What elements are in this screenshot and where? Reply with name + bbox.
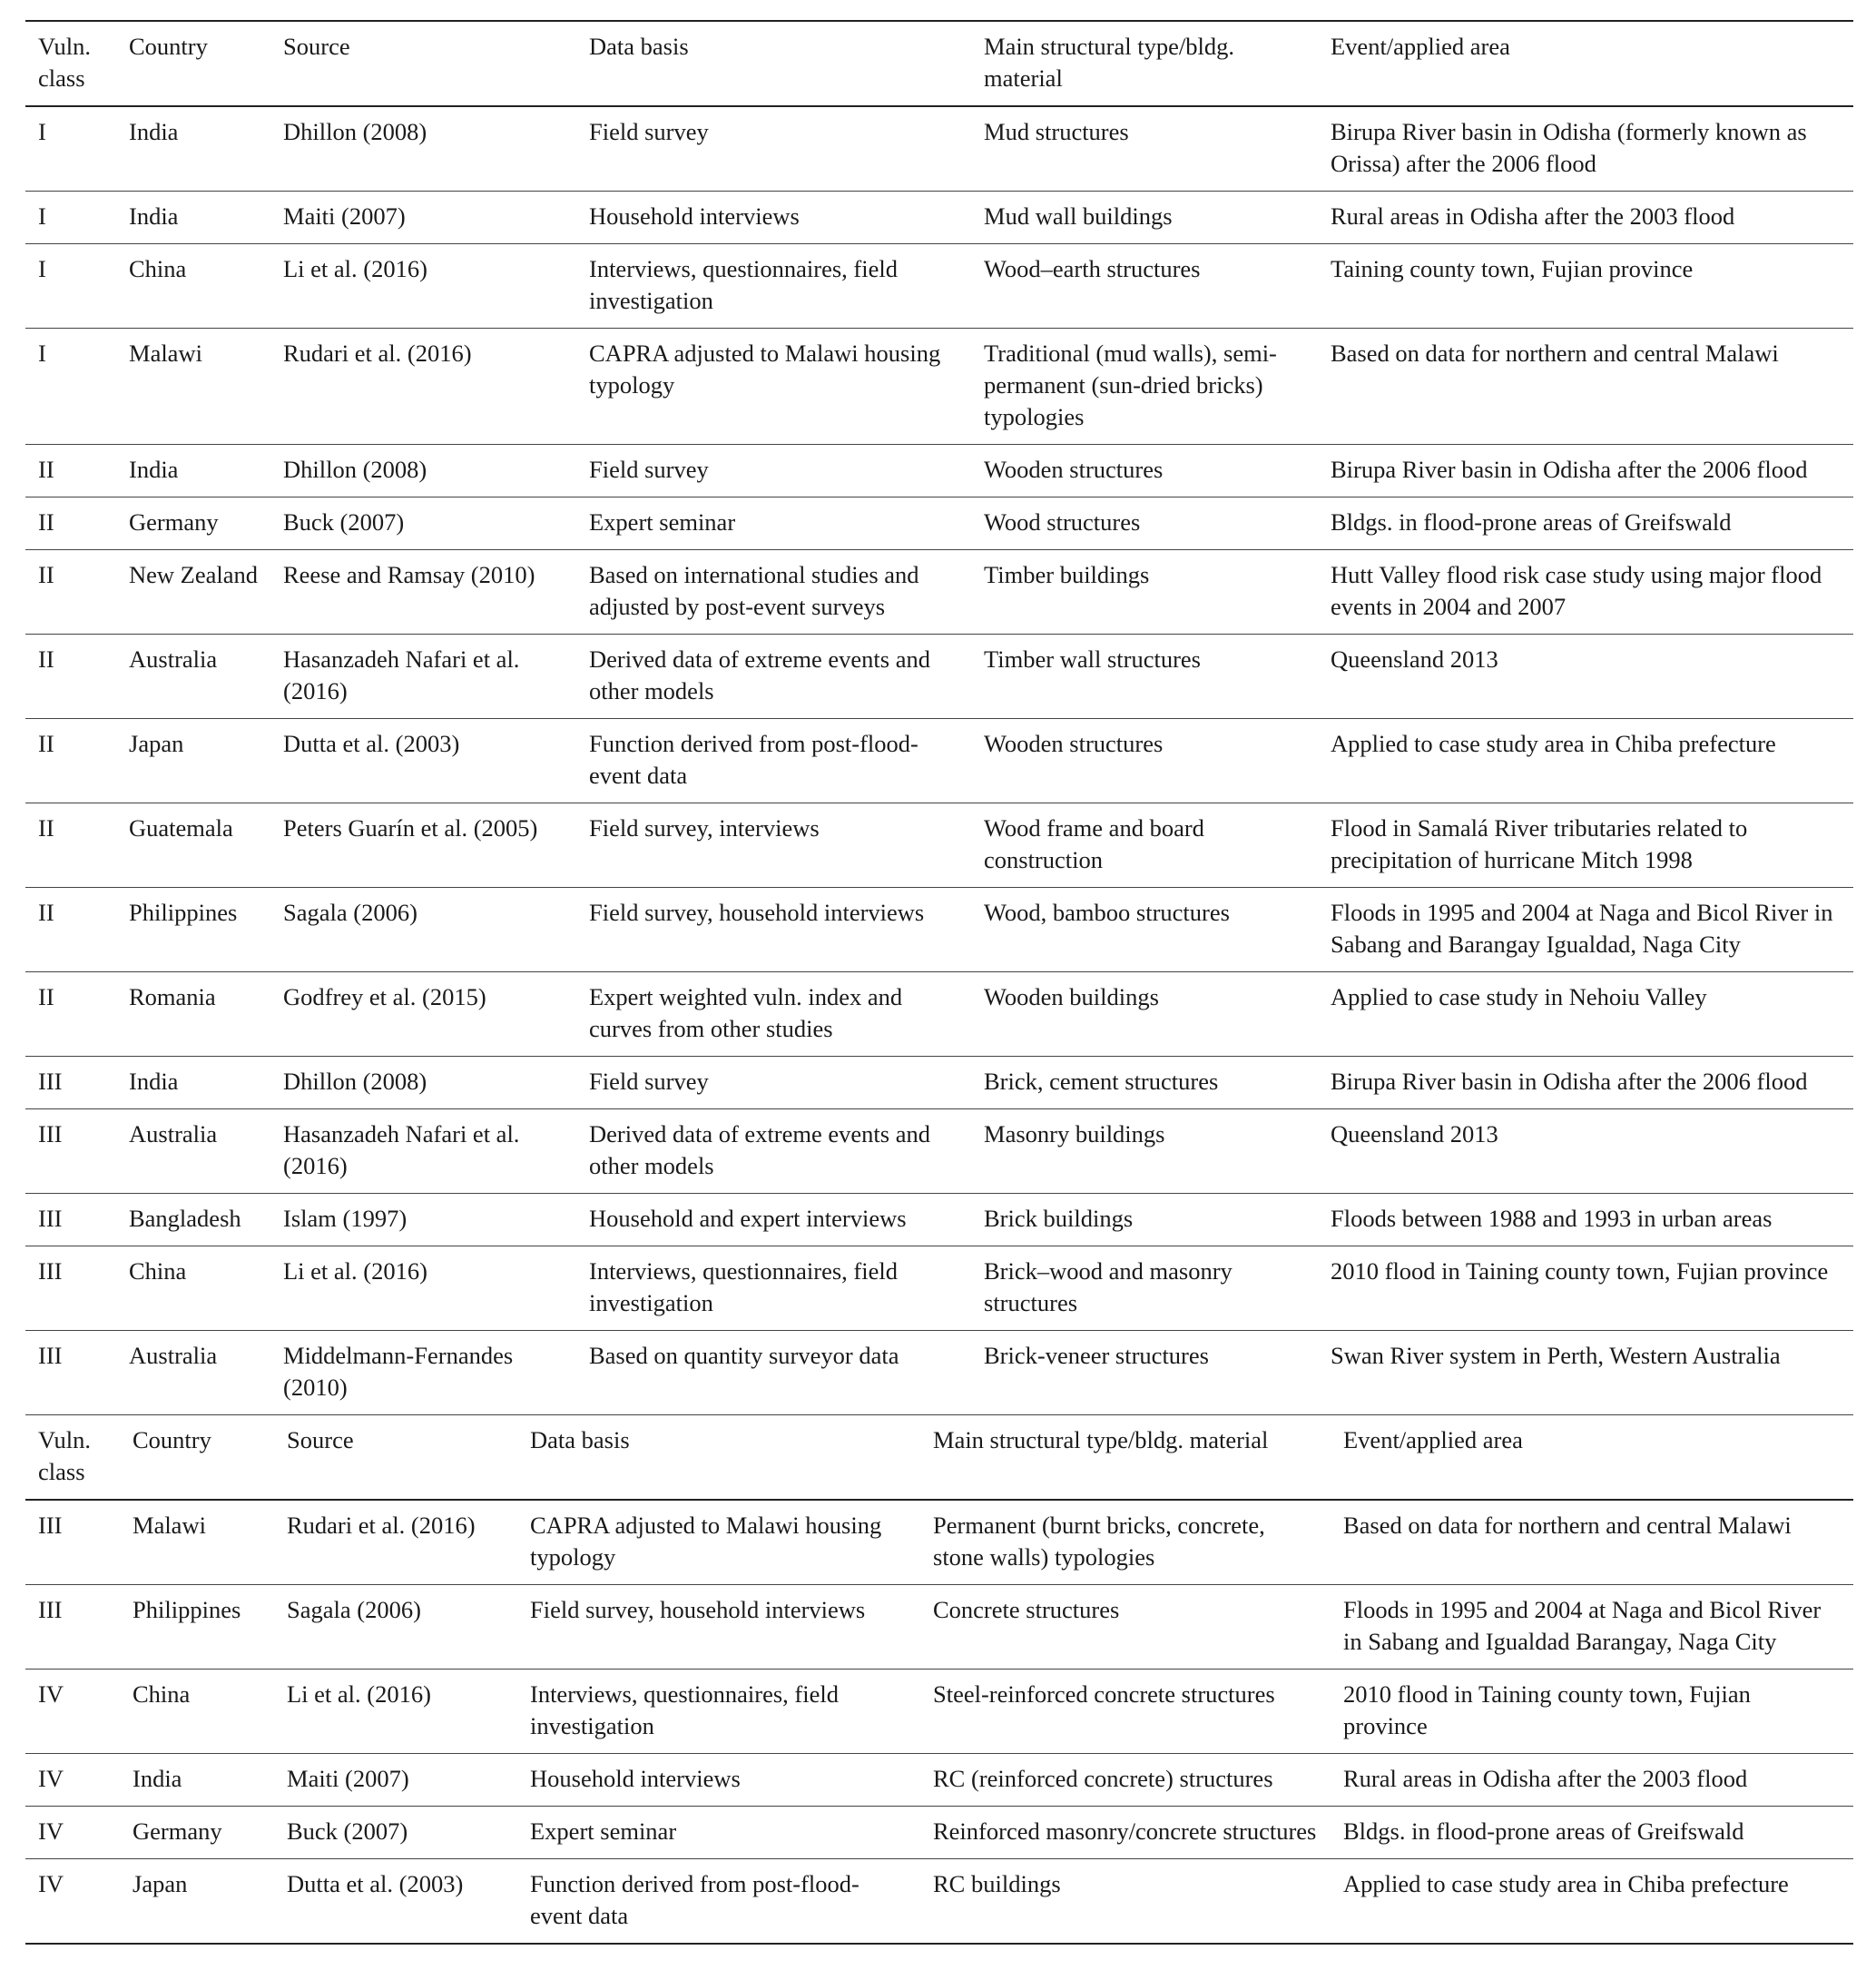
cell-data-basis: Household interviews <box>576 192 971 244</box>
cell-event-area: Applied to case study in Nehoiu Valley <box>1318 972 1853 1057</box>
table-row <box>25 972 1853 1057</box>
cell-country: India <box>116 445 270 497</box>
cell-event-area: Hutt Valley flood risk case study using major flood events in 2004 and 2007 <box>1318 550 1853 635</box>
cell-country: Philippines <box>116 888 270 972</box>
cell-vuln-class: IV <box>25 1670 120 1754</box>
table-row <box>25 803 1853 888</box>
cell-vuln-class: I <box>25 329 116 445</box>
cell-vuln-class: I <box>25 106 116 192</box>
cell-vuln-class: I <box>25 244 116 329</box>
cell-event-area: Applied to case study area in Chiba prefecture <box>1331 1859 1853 1945</box>
table-row <box>25 244 1853 329</box>
cell-source: Rudari et al. (2016) <box>274 1500 517 1585</box>
cell-vuln-class: II <box>25 972 116 1057</box>
cell-structural-type: Mud wall buildings <box>971 192 1318 244</box>
cell-source: Islam (1997) <box>270 1194 576 1246</box>
header-source: Source <box>270 21 576 106</box>
table-row <box>25 497 1853 550</box>
cell-vuln-class: I <box>25 192 116 244</box>
header-country: Country <box>120 1415 274 1500</box>
cell-structural-type: Timber wall structures <box>971 635 1318 719</box>
cell-source: Sagala (2006) <box>274 1585 517 1670</box>
cell-vuln-class: III <box>25 1057 116 1109</box>
cell-country: Australia <box>116 1331 270 1415</box>
cell-source: Li et al. (2016) <box>270 244 576 329</box>
cell-structural-type: Wooden structures <box>971 445 1318 497</box>
cell-vuln-class: IV <box>25 1754 120 1807</box>
cell-source: Godfrey et al. (2015) <box>270 972 576 1057</box>
cell-data-basis: Based on quantity surveyor data <box>576 1331 971 1415</box>
cell-source: Dutta et al. (2003) <box>270 719 576 803</box>
table-row <box>25 1500 1853 1585</box>
cell-data-basis: Field survey, interviews <box>576 803 971 888</box>
cell-data-basis: Household interviews <box>517 1754 920 1807</box>
header-data-basis: Data basis <box>517 1415 920 1500</box>
cell-source: Hasanzadeh Nafari et al. (2016) <box>270 1109 576 1194</box>
table-row <box>25 192 1853 244</box>
table-row <box>25 1670 1853 1754</box>
table-row <box>25 445 1853 497</box>
cell-event-area: Birupa River basin in Odisha (formerly known as Orissa) after the 2006 flood <box>1318 106 1853 192</box>
cell-country: India <box>116 192 270 244</box>
cell-country: Japan <box>116 719 270 803</box>
cell-structural-type: Traditional (mud walls), semi-permanent (sun-dried bricks) typologies <box>971 329 1318 445</box>
cell-source: Hasanzadeh Nafari et al. (2016) <box>270 635 576 719</box>
table-row <box>25 888 1853 972</box>
cell-source: Maiti (2007) <box>274 1754 517 1807</box>
cell-data-basis: Function derived from post-flood-event data <box>576 719 971 803</box>
table-row <box>25 1194 1853 1246</box>
cell-structural-type: Wooden structures <box>971 719 1318 803</box>
cell-structural-type: RC (reinforced concrete) structures <box>920 1754 1331 1807</box>
cell-event-area: Floods in 1995 and 2004 at Naga and Bicol River in Sabang and Igualdad Barangay, Naga City <box>1331 1585 1853 1670</box>
cell-structural-type: RC buildings <box>920 1859 1331 1945</box>
cell-data-basis: Interviews, questionnaires, field investigation <box>576 1246 971 1331</box>
header-event-area: Event/applied area <box>1318 21 1853 106</box>
cell-structural-type: Wood structures <box>971 497 1318 550</box>
cell-structural-type: Permanent (burnt bricks, concrete, stone walls) typologies <box>920 1500 1331 1585</box>
cell-structural-type: Brick-veneer structures <box>971 1331 1318 1415</box>
cell-vuln-class: III <box>25 1500 120 1585</box>
cell-country: New Zealand <box>116 550 270 635</box>
cell-event-area: Bldgs. in flood-prone areas of Greifswald <box>1331 1807 1853 1859</box>
cell-event-area: Bldgs. in flood-prone areas of Greifswald <box>1318 497 1853 550</box>
cell-country: Germany <box>116 497 270 550</box>
cell-event-area: Flood in Samalá River tributaries related to precipitation of hurricane Mitch 1998 <box>1318 803 1853 888</box>
cell-vuln-class: II <box>25 497 116 550</box>
cell-structural-type: Timber buildings <box>971 550 1318 635</box>
cell-country: China <box>120 1670 274 1754</box>
cell-data-basis: Interviews, questionnaires, field investigation <box>517 1670 920 1754</box>
cell-country: India <box>116 106 270 192</box>
cell-vuln-class: II <box>25 803 116 888</box>
cell-data-basis: Derived data of extreme events and other models <box>576 1109 971 1194</box>
cell-country: Bangladesh <box>116 1194 270 1246</box>
cell-data-basis: Derived data of extreme events and other models <box>576 635 971 719</box>
cell-event-area: Taining county town, Fujian province <box>1318 244 1853 329</box>
cell-data-basis: Field survey, household interviews <box>517 1585 920 1670</box>
cell-vuln-class: IV <box>25 1807 120 1859</box>
cell-event-area: Based on data for northern and central Malawi <box>1318 329 1853 445</box>
cell-country: Malawi <box>116 329 270 445</box>
table-row <box>25 719 1853 803</box>
cell-country: Romania <box>116 972 270 1057</box>
cell-event-area: Swan River system in Perth, Western Australia <box>1318 1331 1853 1415</box>
cell-country: Japan <box>120 1859 274 1945</box>
cell-source: Middelmann-Fernandes (2010) <box>270 1331 576 1415</box>
cell-vuln-class: III <box>25 1331 116 1415</box>
table-row <box>25 550 1853 635</box>
cell-event-area: Birupa River basin in Odisha after the 2006 flood <box>1318 445 1853 497</box>
cell-country: Malawi <box>120 1500 274 1585</box>
cell-structural-type: Brick–wood and masonry structures <box>971 1246 1318 1331</box>
cell-data-basis: Function derived from post-flood-event data <box>517 1859 920 1945</box>
cell-source: Li et al. (2016) <box>274 1670 517 1754</box>
vulnerability-table-page <box>25 20 1853 1945</box>
cell-vuln-class: III <box>25 1194 116 1246</box>
cell-structural-type: Reinforced masonry/concrete structures <box>920 1807 1331 1859</box>
cell-vuln-class: II <box>25 635 116 719</box>
cell-data-basis: Expert seminar <box>576 497 971 550</box>
cell-source: Dhillon (2008) <box>270 1057 576 1109</box>
header-source: Source <box>274 1415 517 1500</box>
table-row <box>25 1807 1853 1859</box>
cell-country: China <box>116 1246 270 1331</box>
cell-event-area: Based on data for northern and central Malawi <box>1331 1500 1853 1585</box>
table-row <box>25 106 1853 192</box>
cell-source: Buck (2007) <box>270 497 576 550</box>
cell-source: Sagala (2006) <box>270 888 576 972</box>
cell-vuln-class: II <box>25 445 116 497</box>
cell-source: Buck (2007) <box>274 1807 517 1859</box>
cell-structural-type: Wooden buildings <box>971 972 1318 1057</box>
table-row <box>25 1246 1853 1331</box>
cell-vuln-class: II <box>25 888 116 972</box>
cell-source: Maiti (2007) <box>270 192 576 244</box>
cell-country: China <box>116 244 270 329</box>
vulnerability-table-part-1 <box>25 20 1853 1415</box>
cell-event-area: Birupa River basin in Odisha after the 2006 flood <box>1318 1057 1853 1109</box>
cell-event-area: 2010 flood in Taining county town, Fujian province <box>1318 1246 1853 1331</box>
cell-country: Australia <box>116 1109 270 1194</box>
cell-data-basis: Based on international studies and adjusted by post-event surveys <box>576 550 971 635</box>
cell-structural-type: Brick, cement structures <box>971 1057 1318 1109</box>
cell-event-area: Applied to case study area in Chiba prefecture <box>1318 719 1853 803</box>
cell-structural-type: Wood frame and board construction <box>971 803 1318 888</box>
table-row <box>25 1585 1853 1670</box>
table-row <box>25 1859 1853 1945</box>
cell-country: India <box>120 1754 274 1807</box>
cell-structural-type: Mud structures <box>971 106 1318 192</box>
cell-country: Australia <box>116 635 270 719</box>
cell-vuln-class: II <box>25 550 116 635</box>
cell-source: Li et al. (2016) <box>270 1246 576 1331</box>
cell-event-area: Queensland 2013 <box>1318 635 1853 719</box>
cell-data-basis: Household and expert interviews <box>576 1194 971 1246</box>
table-row <box>25 1109 1853 1194</box>
cell-event-area: Floods between 1988 and 1993 in urban areas <box>1318 1194 1853 1246</box>
cell-data-basis: CAPRA adjusted to Malawi housing typology <box>576 329 971 445</box>
cell-country: Germany <box>120 1807 274 1859</box>
cell-vuln-class: III <box>25 1585 120 1670</box>
table-header-row <box>25 21 1853 106</box>
cell-country: Guatemala <box>116 803 270 888</box>
table-row <box>25 1057 1853 1109</box>
cell-data-basis: CAPRA adjusted to Malawi housing typology <box>517 1500 920 1585</box>
vulnerability-table-part-2 <box>25 1415 1853 1945</box>
cell-structural-type: Wood, bamboo structures <box>971 888 1318 972</box>
cell-source: Dutta et al. (2003) <box>274 1859 517 1945</box>
cell-vuln-class: IV <box>25 1859 120 1945</box>
cell-structural-type: Steel-reinforced concrete structures <box>920 1670 1331 1754</box>
table-row <box>25 1331 1853 1415</box>
cell-source: Dhillon (2008) <box>270 445 576 497</box>
cell-vuln-class: II <box>25 719 116 803</box>
cell-data-basis: Interviews, questionnaires, field investigation <box>576 244 971 329</box>
cell-data-basis: Field survey <box>576 445 971 497</box>
table-row <box>25 329 1853 445</box>
cell-structural-type: Brick buildings <box>971 1194 1318 1246</box>
cell-country: Philippines <box>120 1585 274 1670</box>
cell-source: Peters Guarín et al. (2005) <box>270 803 576 888</box>
cell-event-area: Queensland 2013 <box>1318 1109 1853 1194</box>
table-row <box>25 635 1853 719</box>
cell-source: Rudari et al. (2016) <box>270 329 576 445</box>
header-data-basis: Data basis <box>576 21 971 106</box>
cell-structural-type: Wood–earth structures <box>971 244 1318 329</box>
cell-source: Reese and Ramsay (2010) <box>270 550 576 635</box>
cell-structural-type: Concrete structures <box>920 1585 1331 1670</box>
header-vuln-class: Vuln. class <box>25 1415 120 1500</box>
cell-data-basis: Field survey, household interviews <box>576 888 971 972</box>
cell-event-area: Rural areas in Odisha after the 2003 flood <box>1331 1754 1853 1807</box>
cell-structural-type: Masonry buildings <box>971 1109 1318 1194</box>
cell-data-basis: Expert seminar <box>517 1807 920 1859</box>
header-structural-type: Main structural type/bldg. material <box>920 1415 1331 1500</box>
cell-data-basis: Field survey <box>576 1057 971 1109</box>
cell-vuln-class: III <box>25 1109 116 1194</box>
header-structural-type: Main structural type/bldg. material <box>971 21 1318 106</box>
header-country: Country <box>116 21 270 106</box>
cell-event-area: Rural areas in Odisha after the 2003 flood <box>1318 192 1853 244</box>
cell-data-basis: Expert weighted vuln. index and curves from other studies <box>576 972 971 1057</box>
cell-vuln-class: III <box>25 1246 116 1331</box>
header-event-area: Event/applied area <box>1331 1415 1853 1500</box>
cell-data-basis: Field survey <box>576 106 971 192</box>
header-vuln-class: Vuln. class <box>25 21 116 106</box>
cell-source: Dhillon (2008) <box>270 106 576 192</box>
cell-event-area: 2010 flood in Taining county town, Fujian province <box>1331 1670 1853 1754</box>
table-header-row <box>25 1415 1853 1500</box>
cell-country: India <box>116 1057 270 1109</box>
cell-event-area: Floods in 1995 and 2004 at Naga and Bicol River in Sabang and Barangay Igualdad, Naga City <box>1318 888 1853 972</box>
table-row <box>25 1754 1853 1807</box>
